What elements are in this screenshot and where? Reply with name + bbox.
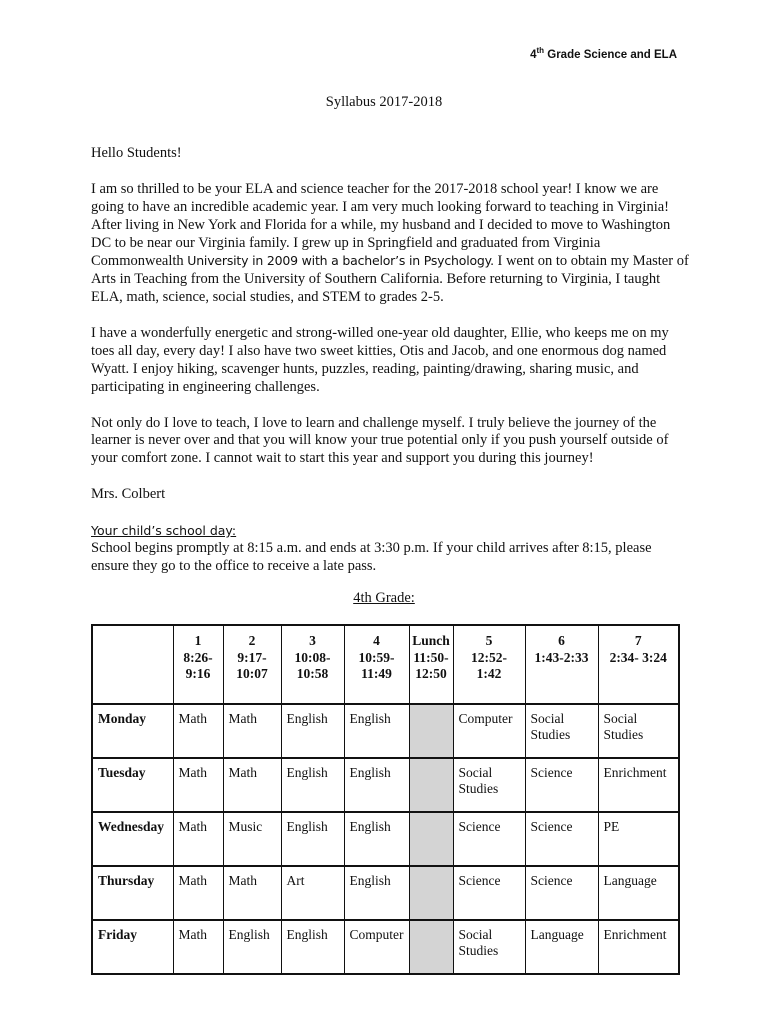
subject-cell: Math xyxy=(223,758,281,812)
table-row xyxy=(92,812,679,866)
header-corner xyxy=(92,625,173,704)
subject-cell: English xyxy=(281,812,344,866)
subject-cell: English xyxy=(223,920,281,974)
subject-cell: Language xyxy=(525,920,598,974)
school-day-heading: Your child’s school day: xyxy=(91,522,237,538)
header-num: 7 xyxy=(634,633,642,648)
subject-cell: English xyxy=(281,920,344,974)
intro-text-3: I went on to obtain my Master of Arts in Teaching from the University of Southern California. Before returning to Virginia, I taught ELA, math, science, social studies, and STEM to grades 2-5. xyxy=(91,253,689,306)
day-label: Thursday xyxy=(92,866,173,920)
grade-number: 4 xyxy=(530,48,537,61)
subject-cell: Enrichment xyxy=(598,920,679,974)
subject-cell: Math xyxy=(173,704,223,758)
header-time1: 2:34- 3:24 xyxy=(609,649,667,665)
syllabus-title: Syllabus 2017-2018 xyxy=(325,94,443,110)
lunch-cell xyxy=(409,812,453,866)
subject-cell: Social Studies xyxy=(598,704,679,758)
subject-cell: Science xyxy=(453,812,525,866)
header-time2: 11:49 xyxy=(361,666,392,681)
grade-ordinal: th xyxy=(536,46,545,55)
subject-cell: Art xyxy=(281,866,344,920)
subject-cell: Math xyxy=(223,866,281,920)
lunch-cell xyxy=(409,920,453,974)
schedule-table xyxy=(91,624,680,975)
subject-cell: Science xyxy=(525,866,598,920)
lunch-cell xyxy=(409,866,453,920)
header-time2: 9:16 xyxy=(185,666,211,681)
subject-cell: Science xyxy=(525,758,598,812)
header-time1: 12:52- xyxy=(471,649,507,665)
school-day-section xyxy=(91,522,691,576)
header-period-4 xyxy=(344,625,409,704)
header-period-5 xyxy=(453,625,525,704)
grade-subject: Grade Science and ELA xyxy=(544,48,677,61)
header-num: 4 xyxy=(373,633,380,648)
header-time2: 1:42 xyxy=(476,666,502,681)
signature: Mrs. Colbert xyxy=(91,486,166,503)
header-period-2 xyxy=(223,625,281,704)
header-num: 3 xyxy=(309,633,316,648)
header-num: Lunch xyxy=(412,633,450,648)
header-time1: 10:08- xyxy=(294,649,331,665)
subject-cell: Computer xyxy=(453,704,525,758)
intro-paragraph xyxy=(91,181,691,307)
header-time2: 10:07 xyxy=(236,666,268,681)
header-num: 2 xyxy=(248,633,256,648)
subject-cell: PE xyxy=(598,812,679,866)
subject-cell: English xyxy=(281,704,344,758)
subject-cell: Science xyxy=(525,812,598,866)
subject-cell: Language xyxy=(598,866,679,920)
document-header xyxy=(530,46,677,61)
header-num: 5 xyxy=(485,633,493,648)
subject-cell: Music xyxy=(223,812,281,866)
header-period-3 xyxy=(281,625,344,704)
header-period-7 xyxy=(598,625,679,704)
header-time1: 9:17- xyxy=(237,649,267,665)
subject-cell: English xyxy=(344,758,409,812)
header-time1: 1:43-2:33 xyxy=(534,649,589,665)
subject-cell: English xyxy=(344,812,409,866)
day-label: Monday xyxy=(92,704,173,758)
subject-cell: Social Studies xyxy=(453,920,525,974)
subject-cell: Math xyxy=(173,866,223,920)
table-row xyxy=(92,920,679,974)
subject-cell: English xyxy=(344,866,409,920)
greeting: Hello Students! xyxy=(91,145,182,161)
schedule-header-row xyxy=(92,625,679,704)
header-time1: 11:50- xyxy=(413,649,449,665)
table-row xyxy=(92,866,679,920)
subject-cell: English xyxy=(344,704,409,758)
grade-label: 4th Grade: xyxy=(353,590,415,606)
subject-cell: Math xyxy=(173,758,223,812)
subject-cell: English xyxy=(281,758,344,812)
header-time2: 12:50 xyxy=(415,666,447,681)
subject-cell: Math xyxy=(223,704,281,758)
schedule-body xyxy=(92,704,679,974)
header-time1: 10:59- xyxy=(358,649,395,665)
header-period-6 xyxy=(525,625,598,704)
family-paragraph: I have a wonderfully energetic and strong-willed one-year old daughter, Ellie, who keeps me on my toes all day, every day! I also have two sweet kitties, Otis and Jacob, and one enormous dog named Wyatt. I enjoy hiking, scavenger hunts, puzzles, reading, painting/drawing, sharing music, and participating in engineering challenges. xyxy=(91,325,669,395)
header-time2: 10:58 xyxy=(296,666,329,681)
table-row xyxy=(92,704,679,758)
subject-cell: Math xyxy=(173,812,223,866)
school-day-text: School begins promptly at 8:15 a.m. and ends at 3:30 p.m. If your child arrives after 8:15, please ensure they go to the office to receive a late pass. xyxy=(91,539,652,574)
intro-text-2: University in 2009 with a bachelor’s in Psychology. xyxy=(187,253,494,269)
subject-cell: Science xyxy=(453,866,525,920)
subject-cell: Social Studies xyxy=(525,704,598,758)
table-row xyxy=(92,758,679,812)
intro-text-1: I am so thrilled to be your ELA and science teacher for the 2017-2018 school year! I know we are going to have an incredible academic year. I am very much looking forward to teaching in Virginia! After living in New York and Florida for a while, my husband and I decided to move to Washington DC to be near our Virginia family. I grew up in Springfield and graduated from Virginia Commonwealth xyxy=(91,180,671,270)
day-label: Tuesday xyxy=(92,758,173,812)
header-time1: 8:26- xyxy=(183,649,213,665)
day-label: Friday xyxy=(92,920,173,974)
lunch-cell xyxy=(409,758,453,812)
day-label: Wednesday xyxy=(92,812,173,866)
header-num: 6 xyxy=(558,633,565,648)
header-period-1 xyxy=(173,625,223,704)
subject-cell: Computer xyxy=(344,920,409,974)
learning-paragraph: Not only do I love to teach, I love to learn and challenge myself. I truly believe the journey of the learner is never over and that you will know your true potential only if you push yourself outside of your comfort zone. I cannot wait to start this year and support you during this journey! xyxy=(91,414,669,467)
subject-cell: Social Studies xyxy=(453,758,525,812)
letter-body xyxy=(91,145,691,576)
subject-cell: Enrichment xyxy=(598,758,679,812)
subject-cell: Math xyxy=(173,920,223,974)
header-lunch xyxy=(409,625,453,704)
header-num: 1 xyxy=(194,633,202,648)
lunch-cell xyxy=(409,704,453,758)
